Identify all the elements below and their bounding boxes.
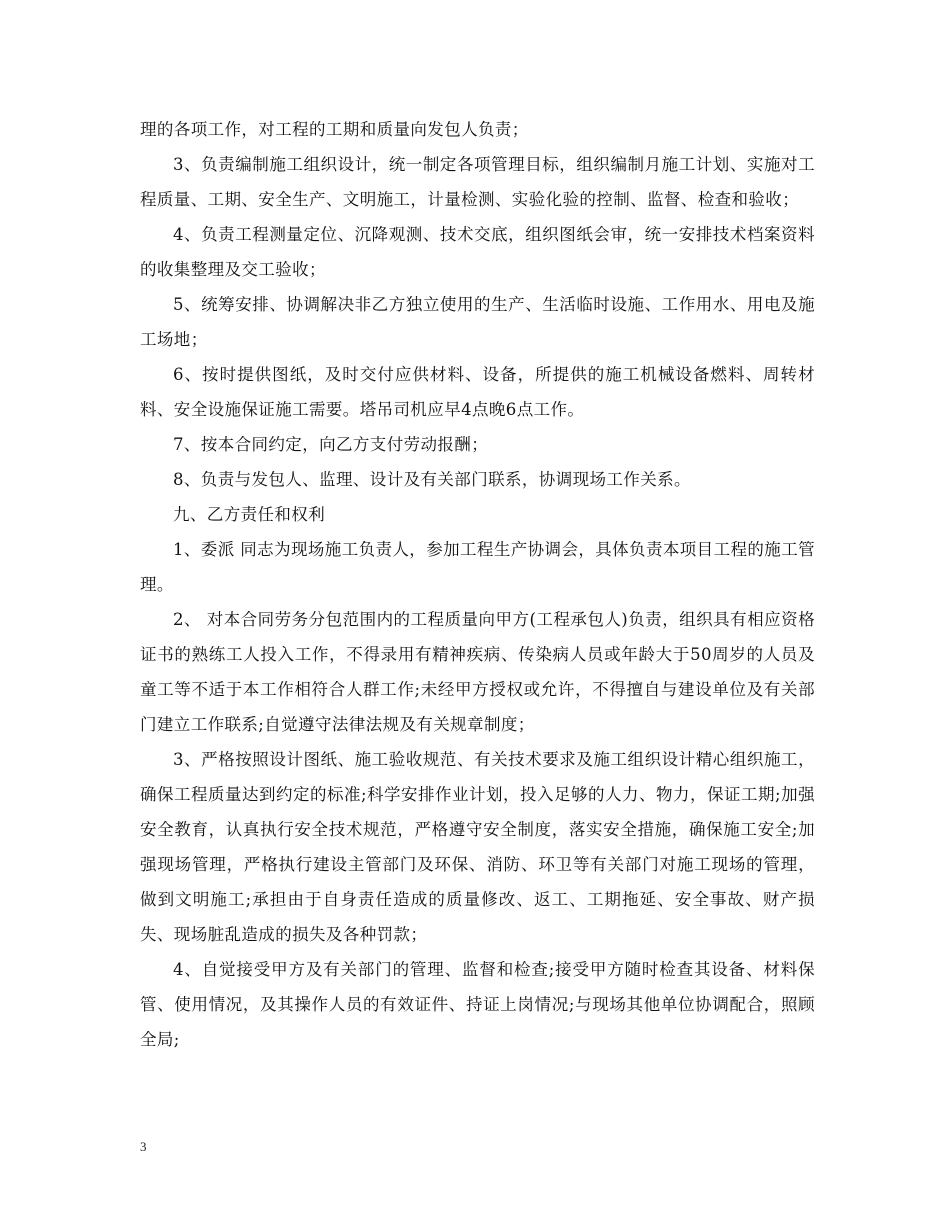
paragraph-b-item-1: 1、委派 同志为现场施工负责人，参加工程生产协调会，具体负责本项目工程的施工管理。 — [140, 540, 815, 594]
paragraph-item-7: 7、按本合同约定，向乙方支付劳动报酬； — [173, 435, 489, 454]
paragraph-item-6: 6、按时提供图纸，及时交付应供材料、设备，所提供的施工机械设备燃料、周转材料、安全设施保证施工需要。塔吊司机应早4点晚6点工作。 — [140, 365, 815, 419]
page-number: 3 — [140, 1139, 147, 1154]
document-body — [140, 112, 815, 1057]
section-heading: 九、乙方责任和权利 — [173, 505, 326, 524]
paragraph-b-item-3: 3、严格按照设计图纸、施工验收规范、有关技术要求及施工组织设计精心组织施工，确保工程质量达到约定的标准;科学安排作业计划，投入足够的人力、物力，保证工期;加强安全教育，认真执行安全技术规范，严格遵守安全制度，落实安全措施，确保施工安全;加强现场管理，严格执行建设主管部门及环保、消防、环卫等有关部门对施工现场的管理，做到文明施工;承担由于自身责任造成的质量修改、返工、工期拖延、安全事故、财产损失、现场脏乱造成的损失及各种罚款； — [140, 750, 815, 944]
paragraph-b-item-2: 2、 对本合同劳务分包范围内的工程质量向甲方(工程承包人)负责，组织具有相应资格证书的熟练工人投入工作，不得录用有精神疾病、传染病人员或年龄大于50周岁的人员及童工等不适于本工作相符合人群工作;未经甲方授权或允许，不得擅自与建设单位及有关部门建立工作联系;自觉遵守法律法规及有关规章制度； — [140, 610, 815, 734]
paragraph-b-item-4: 4、自觉接受甲方及有关部门的管理、监督和检查;接受甲方随时检查其设备、材料保管、使用情况，及其操作人员的有效证件、持证上岗情况;与现场其他单位协调配合，照顾全局; — [140, 960, 815, 1049]
paragraph-item-4: 4、负责工程测量定位、沉降观测、技术交底，组织图纸会审，统一安排技术档案资料的收集整理及交工验收； — [140, 225, 815, 279]
paragraph-item-8: 8、负责与发包人、监理、设计及有关部门联系，协调现场工作关系。 — [173, 470, 691, 489]
paragraph-continuation: 理的各项工作，对工程的工期和质量向发包人负责； — [140, 120, 529, 139]
paragraph-item-3: 3、负责编制施工组织设计，统一制定各项管理目标，组织编制月施工计划、实施对工程质量、工期、安全生产、文明施工，计量检测、实验化验的控制、监督、检查和验收； — [140, 155, 815, 209]
paragraph-item-5: 5、统筹安排、协调解决非乙方独立使用的生产、生活临时设施、工作用水、用电及施工场地； — [140, 295, 815, 349]
